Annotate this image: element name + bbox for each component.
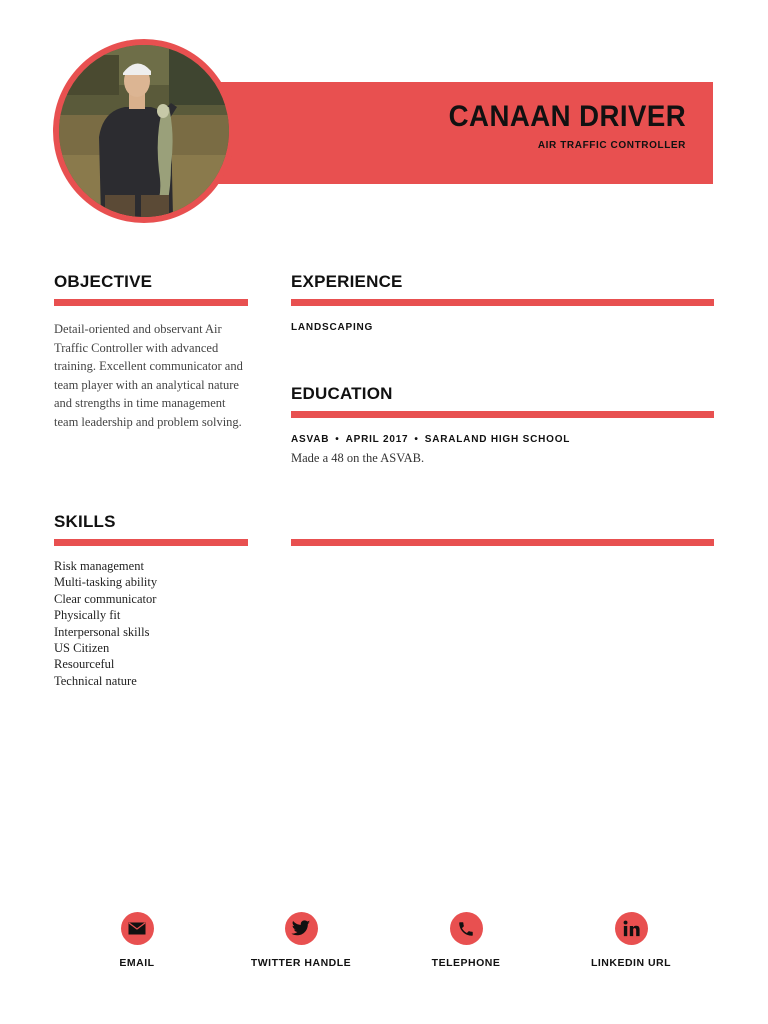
right-column-rule [291, 539, 714, 546]
contact-linkedin[interactable] [561, 912, 701, 969]
contact-linkedin-label: LINKEDIN URL [590, 957, 672, 969]
envelope-icon [121, 912, 154, 945]
skill-item: Technical nature [54, 673, 137, 688]
skill-item: Risk management [54, 559, 144, 573]
contact-twitter-label: TWITTER HANDLE [250, 957, 352, 969]
skill-item: Interpersonal skills [54, 624, 150, 639]
job-title: AIR TRAFFIC CONTROLLER [537, 140, 686, 151]
skill-item: Multi-tasking ability [54, 575, 158, 590]
education-entry-line [291, 434, 570, 445]
candidate-name: CANAAN DRIVER [448, 100, 686, 133]
profile-photo [59, 45, 229, 217]
phone-icon [450, 912, 483, 945]
experience-item-title: LANDSCAPING [291, 322, 374, 333]
skills-list [54, 558, 157, 689]
education-school: SARALAND HIGH SCHOOL [424, 434, 571, 445]
education-heading: EDUCATION [291, 384, 393, 403]
linkedin-icon [615, 912, 648, 945]
education-date: APRIL 2017 [345, 434, 409, 445]
contact-telephone[interactable] [396, 912, 536, 969]
objective-text: Detail-oriented and observant Air Traffic Controller with advanced training. Excellent communicator and team player with an analytical nature and strengths in time management team leadership and problem solving. [54, 322, 243, 429]
skills-heading: SKILLS [54, 512, 116, 531]
contact-telephone-label: TELEPHONE [431, 957, 501, 969]
skill-item: Clear communicator [54, 591, 157, 606]
experience-heading: EXPERIENCE [291, 272, 403, 291]
skills-rule [54, 539, 248, 546]
skill-item: Physically fit [54, 608, 121, 623]
skill-item: Resourceful [54, 657, 115, 672]
contact-email-label: EMAIL [119, 957, 155, 969]
skill-item: US Citizen [54, 641, 110, 656]
experience-rule [291, 299, 714, 306]
separator-bullet: • [335, 434, 340, 445]
objective-rule [54, 299, 248, 306]
separator-bullet: • [414, 434, 419, 445]
objective-heading: OBJECTIVE [54, 272, 153, 291]
education-degree: ASVAB [291, 434, 330, 445]
contact-email[interactable] [67, 912, 207, 969]
contact-twitter[interactable] [231, 912, 371, 969]
twitter-bird-icon [285, 912, 318, 945]
education-rule [291, 411, 714, 418]
education-description: Made a 48 on the ASVAB. [291, 451, 425, 465]
